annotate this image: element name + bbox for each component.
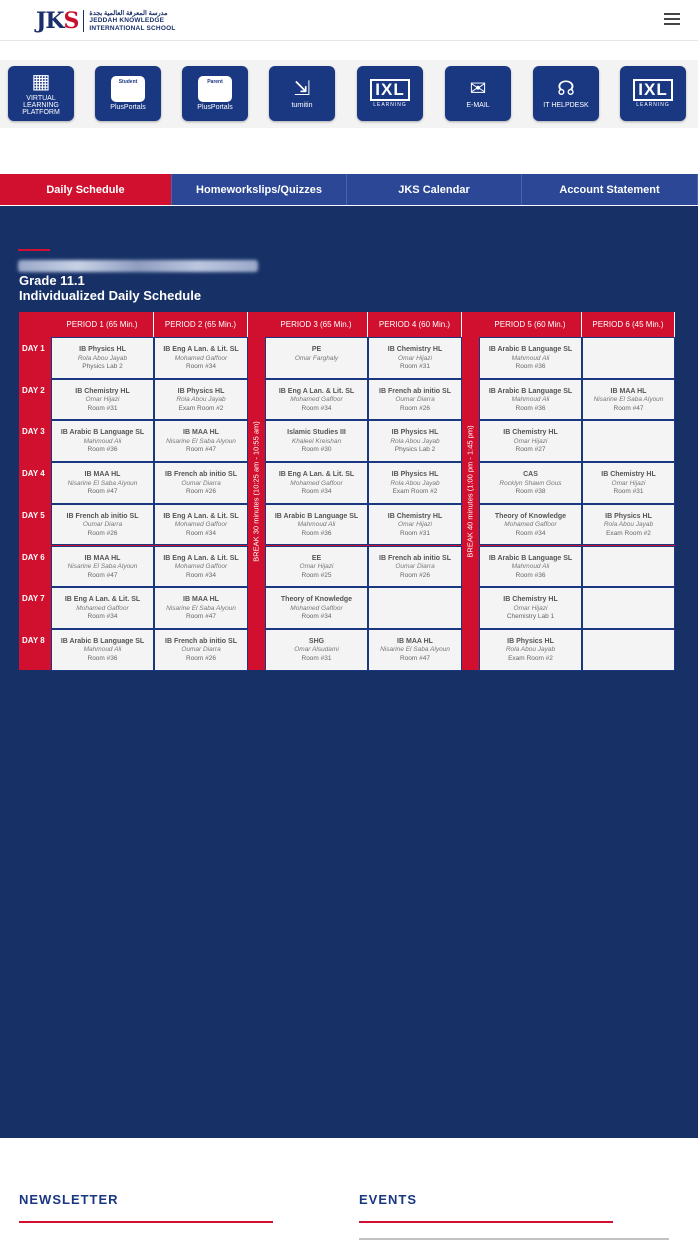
class-title: EE — [311, 554, 322, 562]
class-teacher: Omar Alsudami — [294, 646, 339, 654]
class-title: IB Chemistry HL — [503, 596, 558, 604]
tile-label: E-MAIL — [466, 102, 490, 109]
tab-jks-calendar[interactable]: JKS Calendar — [347, 174, 522, 205]
class-cell — [479, 379, 582, 421]
app-launcher-bar — [0, 60, 698, 128]
class-cell — [479, 546, 582, 588]
day-label: DAY 6 — [22, 552, 45, 562]
class-room: Room #25 — [301, 571, 332, 579]
class-cell — [368, 546, 462, 588]
tile-label: turnitin — [291, 102, 313, 109]
class-title: IB Chemistry HL — [387, 346, 443, 353]
class-teacher: Mahmoud Ali — [511, 563, 550, 570]
break-1-label: BREAK 30 minutes (10:25 am - 10:55 am) — [252, 420, 262, 562]
class-cell — [265, 379, 368, 421]
class-title: IB Physics HL — [605, 512, 652, 520]
class-room: Room #31 — [613, 488, 644, 496]
class-title: IB French ab initio SL — [379, 554, 451, 562]
class-room: Room #47 — [186, 613, 216, 621]
class-room: Room #31 — [400, 529, 430, 537]
title-accent — [18, 249, 50, 251]
class-cell — [368, 504, 462, 546]
class-room: Room #31 — [87, 404, 118, 412]
class-teacher: Nisarine El Saba Alyoun — [380, 646, 450, 654]
class-title: IB MAA HL — [183, 429, 219, 437]
class-teacher: Omar Farghaly — [294, 354, 339, 362]
class-room: Room #34 — [186, 363, 216, 370]
class-room: Room #36 — [515, 363, 546, 370]
class-room: Room #26 — [400, 571, 430, 579]
class-title: IB Eng A Lan. & Lit. SL — [163, 554, 239, 562]
period-header: PERIOD 2 (65 Min.) — [154, 312, 248, 337]
class-teacher: Mohamed Gaffoor — [174, 521, 228, 529]
class-room: Exam Room #2 — [178, 404, 224, 412]
class-cell — [265, 587, 368, 629]
class-teacher: Omar Hijazi — [85, 396, 120, 404]
logo-line-1: JEDDAH KNOWLEDGE — [89, 17, 165, 25]
class-cell — [479, 337, 582, 379]
virtual-learning-tile[interactable] — [8, 66, 74, 121]
class-title: Islamic Studies III — [287, 429, 346, 437]
class-cell — [154, 504, 248, 546]
class-teacher: Rola Abou Jayab — [390, 437, 440, 445]
class-title: IB Arabic B Language SL — [488, 346, 573, 353]
class-cell — [154, 337, 248, 379]
it-helpdesk-tile[interactable] — [533, 66, 599, 121]
class-title: IB Eng A Lan. & Lit. SL — [163, 346, 239, 353]
class-cell — [582, 629, 675, 671]
class-cell — [582, 587, 675, 629]
class-cell — [582, 504, 675, 546]
class-title: IB French ab initio SL — [379, 387, 451, 395]
class-room: Room #36 — [515, 404, 546, 412]
class-teacher: Mahmoud Ali — [297, 521, 336, 529]
class-teacher: Mohamed Gaffoor — [76, 604, 129, 612]
schedule-panel — [0, 206, 698, 1138]
class-cell — [368, 587, 462, 629]
tile-sublabel: LEARNING — [373, 102, 407, 108]
hamburger-icon[interactable] — [664, 13, 680, 25]
day-label: DAY 1 — [22, 344, 45, 353]
logo-divider — [83, 10, 84, 32]
class-room: Room #36 — [301, 529, 332, 537]
class-teacher: Mohamed Gaffoor — [290, 604, 343, 612]
class-cell — [51, 504, 154, 546]
day-label: DAY 5 — [22, 510, 45, 520]
class-cell — [265, 629, 368, 671]
email-tile[interactable] — [445, 66, 511, 121]
class-teacher: Mohamed Gaffoor — [174, 563, 228, 570]
class-teacher: Omar Hijazi — [398, 354, 432, 362]
class-teacher: Nisarine El Saba Alyoun — [166, 437, 236, 445]
class-teacher: Mahmoud Ali — [83, 437, 122, 445]
class-cell — [51, 462, 154, 504]
class-cell — [479, 504, 582, 546]
grade-label: Grade 11.1 — [19, 273, 85, 288]
class-cell — [582, 462, 675, 504]
class-teacher: Mohamed Gaffoor — [290, 479, 343, 487]
plusportals-student-tile[interactable] — [95, 66, 161, 121]
class-room: Room #34 — [87, 613, 118, 621]
class-room: Room #36 — [515, 571, 546, 579]
events-text-fragment — [359, 1238, 669, 1240]
class-teacher: Rola Abou Jayab — [505, 646, 556, 654]
class-title: IB Arabic B Language SL — [488, 387, 573, 395]
class-cell — [582, 337, 675, 379]
events-heading: EVENTS — [359, 1192, 418, 1207]
class-teacher: Mahmoud Ali — [511, 354, 550, 362]
class-cell — [51, 629, 154, 671]
ixl-icon: IXL — [370, 79, 409, 101]
class-title: IB French ab initio SL — [66, 512, 139, 520]
tile-label: IT HELPDESK — [543, 102, 589, 109]
events-underline — [359, 1221, 613, 1223]
class-teacher: Oumar Diarra — [181, 646, 221, 654]
class-room: Room #34 — [301, 613, 332, 621]
class-teacher: Oumar Diarra — [395, 396, 435, 404]
class-cell — [582, 379, 675, 421]
class-room: Room #36 — [87, 654, 118, 662]
class-teacher: Omar Hijazi — [398, 521, 432, 529]
class-title: IB Arabic B Language SL — [60, 637, 145, 645]
class-title: Theory of Knowledge — [494, 512, 567, 520]
logo-mark: JKS — [36, 8, 79, 34]
class-teacher: Rocklyn Shawn Gous — [499, 479, 562, 487]
class-room: Room #47 — [87, 488, 118, 496]
ixl-icon: IXL — [633, 79, 672, 101]
class-title: IB Chemistry HL — [75, 387, 130, 395]
schedule-table — [19, 312, 675, 670]
helpdesk-icon: ☊ — [557, 78, 575, 100]
class-room: Room #26 — [87, 529, 118, 537]
class-room: Physics Lab 2 — [82, 363, 123, 370]
break-1-column — [248, 312, 265, 670]
class-cell — [479, 462, 582, 504]
class-cell — [51, 420, 154, 462]
class-cell — [51, 546, 154, 588]
class-teacher: Mahmoud Ali — [511, 396, 550, 404]
day-label: DAY 8 — [22, 635, 45, 645]
video-conference-icon: ▦ — [31, 71, 51, 93]
class-teacher: Nisarine El Saba Alyoun — [593, 396, 664, 404]
class-room: Room #26 — [186, 654, 216, 662]
class-cell — [368, 420, 462, 462]
period-header: PERIOD 3 (65 Min.) — [265, 312, 368, 337]
class-room: Room #47 — [87, 571, 118, 579]
class-room: Exam Room #2 — [392, 488, 438, 496]
class-title: IB Physics HL — [391, 429, 439, 437]
period-header: PERIOD 4 (60 Min.) — [368, 312, 462, 337]
class-teacher: Nisarine El Saba Alyoun — [67, 479, 138, 487]
plusportals-student-icon: Student — [111, 76, 145, 102]
class-teacher: Mohamed Gaffoor — [504, 521, 557, 529]
class-teacher: Rola Abou Jayab — [390, 479, 440, 487]
class-title: IB Chemistry HL — [503, 429, 558, 437]
class-title: IB Arabic B Language SL — [488, 554, 573, 562]
class-cell — [582, 546, 675, 588]
email-icon: ✉ — [469, 78, 487, 100]
section-tabs — [0, 174, 698, 205]
logo-text — [89, 10, 175, 33]
class-room: Room #34 — [301, 404, 332, 412]
plusportals-parent-tile[interactable] — [182, 66, 248, 121]
class-cell — [479, 629, 582, 671]
class-room: Room #34 — [301, 488, 332, 496]
class-room: Room #47 — [400, 654, 430, 662]
site-header — [0, 0, 698, 41]
class-cell — [479, 420, 582, 462]
class-title: IB Eng A Lan. & Lit. SL — [64, 596, 141, 604]
class-room: Exam Room #2 — [508, 654, 553, 662]
period-header: PERIOD 6 (45 Min.) — [582, 312, 675, 337]
class-room: Room #34 — [186, 571, 216, 579]
schedule-heading — [19, 273, 201, 303]
turnitin-tile[interactable] — [269, 66, 335, 121]
class-cell — [265, 546, 368, 588]
day-label: DAY 7 — [22, 594, 45, 604]
class-room: Room #47 — [613, 404, 644, 412]
class-title: IB French ab initio SL — [165, 637, 237, 645]
class-title: IB Arabic B Language SL — [60, 429, 145, 437]
class-room: Room #34 — [515, 529, 546, 537]
class-cell — [51, 587, 154, 629]
period-header: PERIOD 5 (60 Min.) — [479, 312, 582, 337]
class-title: IB MAA HL — [397, 637, 433, 645]
class-title: IB MAA HL — [84, 554, 121, 562]
class-cell — [368, 462, 462, 504]
class-title: IB MAA HL — [183, 596, 219, 604]
class-cell — [265, 462, 368, 504]
class-cell — [154, 587, 248, 629]
class-teacher: Nisarine El Saba Alyoun — [166, 604, 236, 612]
period-header: PERIOD 1 (65 Min.) — [51, 312, 154, 337]
class-teacher: Omar Hijazi — [513, 437, 548, 445]
day-label: DAY 4 — [22, 469, 45, 479]
tile-label: PlusPortals — [197, 104, 233, 111]
class-teacher: Oumar Diarra — [395, 563, 435, 570]
class-title: IB MAA HL — [84, 471, 121, 479]
class-teacher: Rola Abou Jayab — [603, 521, 654, 529]
class-teacher: Omar Hijazi — [299, 563, 334, 570]
class-cell — [154, 420, 248, 462]
school-logo[interactable] — [36, 8, 176, 34]
class-title: PE — [311, 346, 322, 353]
class-room: Room #36 — [87, 446, 118, 454]
class-teacher: Rola Abou Jayab — [176, 396, 226, 404]
class-room: Room #30 — [301, 446, 332, 454]
class-cell — [265, 504, 368, 546]
class-teacher: Omar Hijazi — [513, 604, 548, 612]
class-title: IB Eng A Lan. & Lit. SL — [278, 471, 355, 479]
class-cell — [154, 629, 248, 671]
tile-sublabel: LEARNING — [636, 102, 670, 108]
class-room: Room #34 — [186, 529, 216, 537]
class-room: Physics Lab 2 — [394, 446, 436, 454]
logo-arabic: مدرسة المعرفة العالمية بجدة — [89, 9, 168, 17]
tile-label: PlusPortals — [110, 104, 146, 111]
class-teacher: Rola Abou Jayab — [77, 354, 128, 362]
class-cell — [582, 420, 675, 462]
class-cell — [368, 379, 462, 421]
class-title: IB Eng A Lan. & Lit. SL — [278, 387, 355, 395]
day-label: DAY 3 — [22, 427, 45, 437]
class-cell — [51, 337, 154, 379]
class-room: Room #47 — [186, 446, 216, 454]
class-room: Room #27 — [515, 446, 546, 454]
turnitin-icon: ⇲ — [293, 78, 311, 100]
class-title: IB Chemistry HL — [387, 512, 443, 520]
class-teacher: Mohamed Gaffoor — [290, 396, 343, 404]
class-title: CAS — [523, 471, 538, 479]
class-cell — [265, 337, 368, 379]
logo-line-2: INTERNATIONAL SCHOOL — [89, 24, 176, 32]
class-teacher: Nisarine El Saba Alyoun — [67, 563, 138, 570]
class-cell — [51, 379, 154, 421]
class-teacher: Khaleel Kreishan — [291, 437, 342, 445]
class-teacher: Mohamed Gaffoor — [174, 354, 228, 362]
student-name-redacted — [18, 260, 258, 272]
class-cell — [265, 420, 368, 462]
class-room: Room #31 — [301, 654, 332, 662]
class-cell — [368, 337, 462, 379]
class-cell — [479, 587, 582, 629]
class-title: IB Chemistry HL — [601, 471, 656, 479]
ixl-tile-2[interactable] — [620, 66, 686, 121]
class-title: IB Physics HL — [391, 471, 439, 479]
class-title: IB Physics HL — [177, 387, 225, 395]
class-room: Chemistry Lab 1 — [506, 613, 555, 621]
break-2-column — [462, 312, 479, 670]
class-teacher: Omar Hijazi — [611, 479, 646, 487]
class-cell — [368, 629, 462, 671]
class-teacher: Oumar Diarra — [82, 521, 123, 529]
class-cell — [154, 462, 248, 504]
class-title: SHG — [308, 637, 325, 645]
class-room: Room #38 — [515, 488, 546, 496]
class-teacher: Oumar Diarra — [181, 479, 221, 487]
ixl-tile[interactable] — [357, 66, 423, 121]
newsletter-heading: NEWSLETTER — [19, 1192, 119, 1207]
tile-label: VIRTUAL LEARNING PLATFORM — [22, 95, 60, 116]
newsletter-underline — [19, 1221, 273, 1223]
class-teacher: Mahmoud Ali — [83, 646, 122, 654]
class-room: Room #31 — [400, 363, 430, 370]
tab-homeworkslips[interactable]: Homeworkslips/Quizzes — [172, 174, 347, 205]
tab-daily-schedule[interactable]: Daily Schedule — [0, 174, 172, 205]
class-title: IB MAA HL — [610, 387, 647, 395]
tab-account-statement[interactable]: Account Statement — [522, 174, 698, 205]
class-title: IB Eng A Lan. & Lit. SL — [163, 512, 239, 520]
class-title: Theory of Knowledge — [280, 596, 353, 604]
class-room: Room #26 — [400, 404, 430, 412]
class-cell — [154, 379, 248, 421]
class-cell — [154, 546, 248, 588]
class-title: IB Physics HL — [79, 346, 126, 353]
schedule-title: Individualized Daily Schedule — [19, 288, 202, 303]
class-title: IB French ab initio SL — [165, 471, 237, 479]
class-room: Exam Room #2 — [606, 529, 651, 537]
break-2-label: BREAK 40 minutes (1:00 pm - 1:45 pm) — [466, 424, 476, 558]
plusportals-parent-icon: Parent — [198, 76, 232, 102]
class-title: IB Arabic B Language SL — [274, 512, 359, 520]
day-label: DAY 2 — [22, 385, 45, 395]
class-title: IB Physics HL — [507, 637, 554, 645]
class-room: Room #26 — [186, 488, 216, 496]
